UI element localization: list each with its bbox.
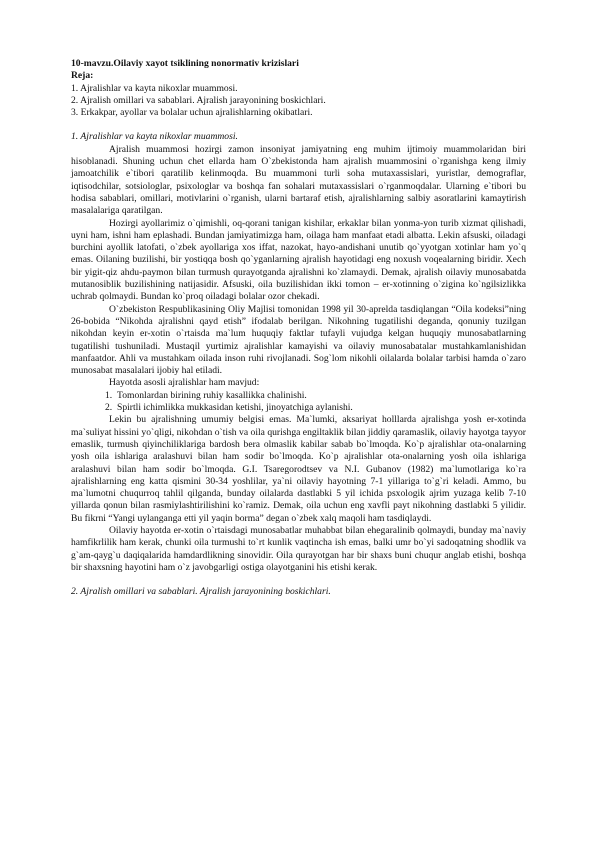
section-1-heading: 1. Ajralishlar va kayta nikoxlar muammosi.	[71, 131, 238, 143]
list-number: 1.	[105, 389, 113, 401]
list-item	[71, 390, 526, 402]
list-item	[71, 402, 526, 414]
paragraph-3: O`zbekiston Respublikasining Oliy Majlisi tomonidan 1998 yil 30-aprelda tasdiqlangan “Oila kodeksi”ning 26-bobida “Nikohda ajralishni qayd etish” ifodalab berilgan. Nikohning tugatilishi deganda, qonuniy tuzilgan nikohdan keyin er-xotin o`rtaisda ma`lum huquqiy faktlar tufayli vujudga kelgan huquqiy munosabatlarning tugatilishi tushuniladi. Mustaqil yurtimiz ajralishlar kamayishi va oilaviy munosabatalar mustahkamlanishidan manfaatdor. Ahli va mustahkam oilada inson ruhi rivojlanadi. Sog`lom nikohli oilalarda bolalar tarbisi hamda o`zaro munosabat masalalari ijobiy hal etiladi.	[71, 303, 526, 377]
causes-list	[71, 390, 526, 415]
plan-item-2: 2. Ajralish omillari va sabablari. Ajralish jarayonining boskichlari.	[71, 94, 326, 106]
document-page	[71, 58, 526, 598]
list-number: 2.	[105, 402, 113, 414]
plan-item-3: 3. Erkakpar, ayollar va bolalar uchun ajralishlarning okibatlari.	[71, 107, 313, 119]
paragraph-1: Ajralish muammosi hozirgi zamon insoniyat jamiyatning eng muhim ijtimoiy muammolaridan biri hisoblanadi. Shuning uchun chet ellarda ham O`zbekistonda ham ajralish muammosini o`rganishga keng ilmiy jamoatchilik e`tibori qaratilib kelinmoqda. Bu muammoni turli soha mutaxassislari, yuristlar, demograflar, iqtisodchilar, sotsiologlar, psixologlar va boshqa fan sohalari mutaxassislari o`rganmoqdalar. Ularning e`tibori bu hodisa sabablari, omillari, motivlarini o`rganish, ularni bartaraf etish, ajralishlarning salbiy asoratlarini kamaytirish masalalariga qaratilgan.	[71, 143, 526, 217]
spacer	[71, 119, 526, 131]
spacer	[71, 574, 526, 586]
plan-label: Reja:	[71, 70, 94, 82]
causes-intro: Hayotda asosli ajralishlar ham mavjud:	[109, 377, 260, 389]
section-2-heading: 2. Ajralish omillari va sabablari. Ajralish jarayonining boskichlari.	[71, 586, 331, 598]
paragraph-5: Oilaviy hayotda er-xotin o`rtaisdagi munosabatlar muhabbat bilan ehegaralinib qolmaydi, bunday ma`naviy hamfikrlilik ham kerak, chunki oila turmushi to`rt kunlik vaqtincha ish emas, balki umr bo`yi sadoqatning shodlik va g`am-qayg`u daqiqalarida hamdardlikning sinovidir. Oila qurayotgan har bir shaxs buni chuqur anglab etishi, boshqa bir shaxsning hayotini ham o`z javobgarligi ostiga olayotganini his etishi kerak.	[71, 524, 526, 573]
plan-item-1: 1. Ajralishlar va kayta nikoxlar muammosi.	[71, 82, 238, 94]
paragraph-2: Hozirgi ayollarimiz o`qimishli, oq-qorani tanigan kishilar, erkaklar bilan yonma-yon turib xizmat qilishadi, uyni ham, ishni ham eplashadi. Bundan jamiyatimizga ham, oilaga ham manfaat etadi albatta. Lekin afsuski, oiladagi burchini ayollik latofati, o`zbek ayollariga xos iffat, nazokat, hayo-andishani unutib qo`yyotgan xotinlar ham yo`q emas. Oilaning buzilishi, bir yostiqqa bosh qo`yganlarning ajralish hayotidagi eng noxush voqealarning biridir. Xech bir yigit-qiz ahdu-paymon bilan turmush qurayotganda ajralishni ko`zlamaydi. Demak, ajralish oilaviy munosabatda mutanosiblik buzilishining natijasidir. Afsuski, oila buzilishidan ikki tomon – er-xotinning o`zigina ko`ngilsizlikka uchrab qolmaydi. Bundan ko`proq oiladagi bolalar ozor chekadi.	[71, 217, 526, 303]
document-title: 10-mavzu.Oilaviy xayot tsiklining nonormativ krizislari	[71, 58, 299, 69]
paragraph-4: Lekin bu ajralishning umumiy belgisi emas. Ma`lumki, aksariyat holllarda ajralishga yosh er-xotinda ma`suliyat hissini yo`qligi, nikohdan o`tish va oila qurishga engiltaklik bilan jiddiy qaramaslik, oilaviy hayotga tayyor emaslik, turmush qiyinchiliklariga bardosh bera olmaslik kabilar sabab bo`lmoqda. Ko`p ajralishlar ota-onalarning yosh oila ishlariga aralashuvi bilan ham sodir bo`lmoqda. Ko`p ajralishlar ota-onalarning yosh oila ishlariga aralashuvi bilan ham sodir bo`lmoqda. G.I. Tsaregorodtsev va N.I. Gubanov (1982) ma`lumotlariga ko`ra ajralishlarning eng katta qismini 30-34 yoshlilar, ya`ni oilaviy hayotning 7-1 yillariga to`g`ri keladi. Ammo, bu ma`lumotni chuqurroq tahlil qilganda, bunday oilalarda dastlabki 5 yil ichida psxologik ajrim yuzaga kelib 7-10 yillarda qonun bilan rasmiylashtirilishini ko`ramiz. Demak, oila uchun eng xavfli payt nikohning dastlabki 5 yilidir. Bu fikrni “Yangi uylanganga etti yil yaqin borma” degan o`zbek xalq maqoli ham tasdiqlaydi.	[71, 414, 526, 524]
list-text: Tomonlardan birining ruhiy kasallikka chalinishi.	[117, 389, 307, 401]
list-text: Spirtli ichimlikka mukkasidan ketishi, jinoyatchiga aylanishi.	[117, 402, 353, 414]
